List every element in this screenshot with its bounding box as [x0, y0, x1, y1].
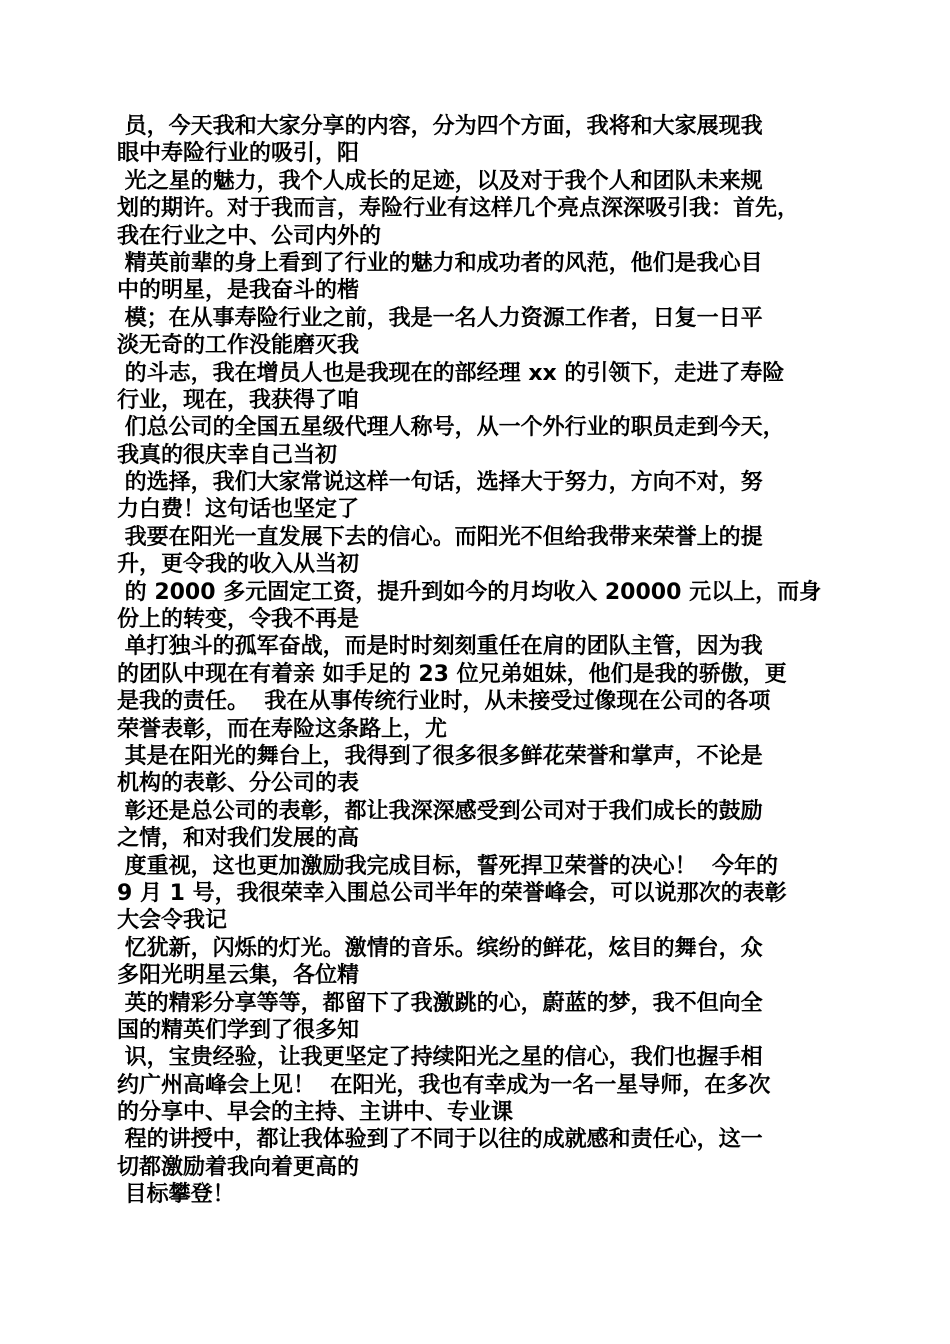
text-line: 单打独斗的孤军奋战，而是时时刻刻重任在肩的团队主管，因为我 [117, 634, 763, 660]
text-line: 是我的责任。 我在从事传统行业时，从未接受过像现在公司的各项 [117, 689, 771, 715]
text-line: 眼中寿险行业的吸引，阳 [117, 141, 360, 167]
text-line: 目标攀登！ [117, 1182, 235, 1208]
text-line: 中的明星，是我奋斗的楷 [117, 278, 360, 304]
text-line: 彰还是总公司的表彰，都让我深深感受到公司对于我们成长的鼓励 [117, 798, 763, 824]
text-line: 模；在从事寿险行业之前，我是一名人力资源工作者，日复一日平 [117, 305, 763, 331]
text-line: 升，更令我的收入从当初 [117, 552, 360, 578]
text-line: 划的期许。对于我而言，寿险行业有这样几个亮点深深吸引我：首先， [117, 196, 800, 222]
text-line: 9 月 1 号，我很荣幸入围总公司半年的荣誉峰会，可以说那次的表彰 [117, 880, 787, 906]
text-line: 英的精彩分享等等，都留下了我激跳的心，蔚蓝的梦，我不但向全 [117, 990, 763, 1016]
text-line: 的选择，我们大家常说这样一句话，选择大于努力，方向不对，努 [117, 470, 763, 496]
text-line: 我要在阳光一直发展下去的信心。而阳光不但给我带来荣誉上的提 [117, 524, 763, 550]
text-line: 荣誉表彰，而在寿险这条路上，尤 [117, 716, 448, 742]
text-line: 力白费！这句话也坚定了 [117, 497, 360, 523]
text-line: 多阳光明星云集，各位精 [117, 963, 360, 989]
text-line: 行业，现在，我获得了咱 [117, 387, 360, 413]
text-line: 的分享中、早会的主持、主讲中、专业课 [117, 1100, 514, 1126]
text-line: 份上的转变，令我不再是 [117, 607, 360, 633]
text-line: 切都激励着我向着更高的 [117, 1154, 360, 1180]
text-line: 机构的表彰、分公司的表 [117, 771, 360, 797]
text-line: 约广州高峰会上见！ 在阳光，我也有幸成为一名一星导师，在多次 [117, 1072, 771, 1098]
text-line: 的 2000 多元固定工资，提升到如今的月均收入 20000 元以上，而身 [117, 579, 822, 605]
text-line: 光之星的魅力，我个人成长的足迹，以及对于我个人和团队未来规 [117, 168, 763, 194]
text-line: 识，宝贵经验，让我更坚定了持续阳光之星的信心，我们也握手相 [117, 1045, 763, 1071]
text-line: 其是在阳光的舞台上，我得到了很多很多鲜花荣誉和掌声，不论是 [117, 743, 763, 769]
text-line: 员，今天我和大家分享的内容，分为四个方面，我将和大家展现我 [117, 114, 763, 139]
body-text [117, 113, 857, 1209]
text-line: 忆犹新，闪烁的灯光。激情的音乐。缤纷的鲜花，炫目的舞台，众 [117, 935, 763, 961]
text-line: 之情，和对我们发展的高 [117, 826, 360, 852]
text-line: 的团队中现在有着亲 如手足的 23 位兄弟姐妹，他们是我的骄傲，更 [117, 661, 787, 687]
text-line: 度重视，这也更加激励我完成目标，誓死捍卫荣誉的决心！ 今年的 [117, 853, 778, 879]
text-line: 的斗志，我在增员人也是我现在的部经理 xx 的引领下，走进了寿险 [117, 360, 785, 386]
text-line: 我在行业之中、公司内外的 [117, 223, 382, 249]
text-line: 们总公司的全国五星级代理人称号，从一个外行业的职员走到今天， [117, 415, 785, 441]
text-line: 大会令我记 [117, 908, 228, 934]
text-line: 精英前辈的身上看到了行业的魅力和成功者的风范，他们是我心目 [117, 250, 763, 276]
text-line: 我真的很庆幸自己当初 [117, 442, 338, 468]
text-line: 国的精英们学到了很多知 [117, 1017, 360, 1043]
text-line: 淡无奇的工作没能磨灭我 [117, 333, 360, 359]
text-line: 程的讲授中，都让我体验到了不同于以往的成就感和责任心，这一 [117, 1127, 763, 1153]
